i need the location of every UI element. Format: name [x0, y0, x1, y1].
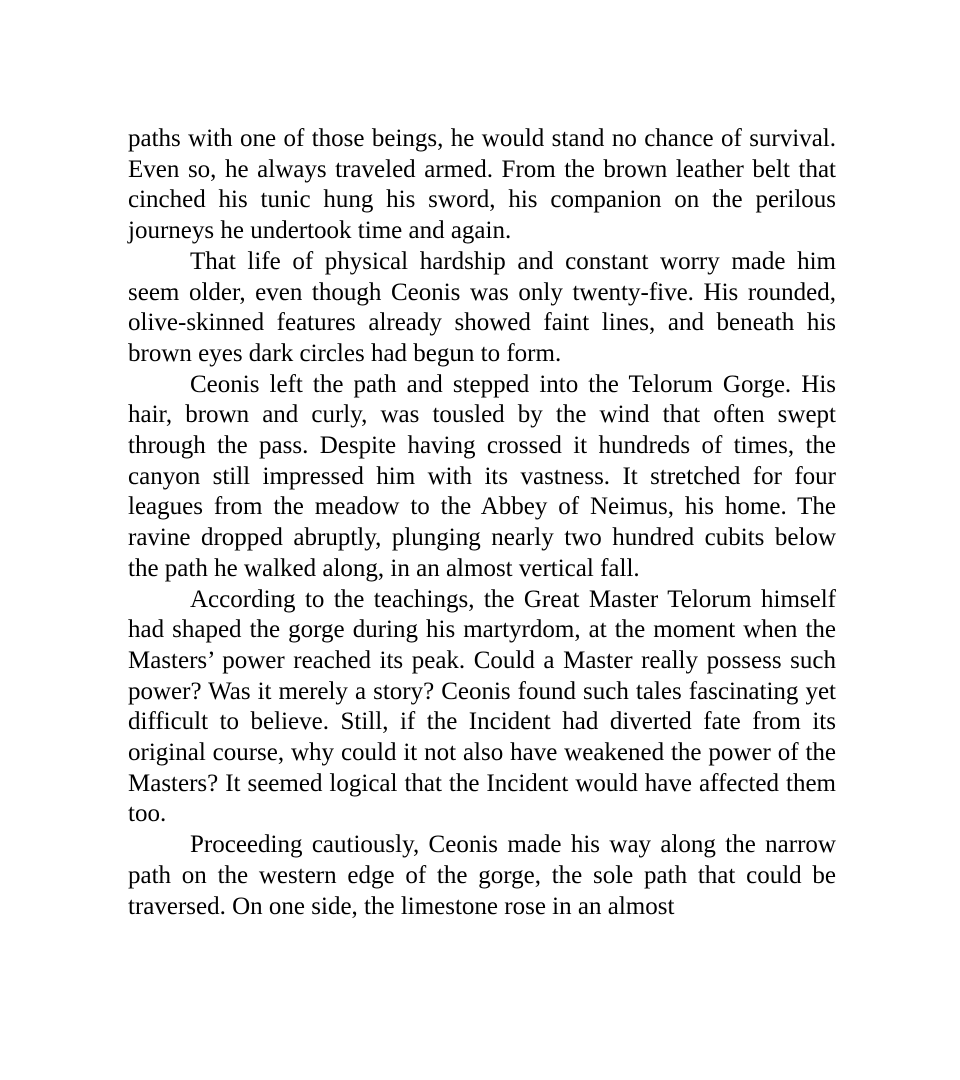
document-page	[128, 124, 836, 922]
paragraph-1: paths with one of those beings, he would stand no chance of survival. Even so, he always traveled armed. From the brown leather belt that cinched his tunic hung his sword, his companion on the perilous journeys he undertook time and again.	[128, 125, 836, 245]
paragraph-5: Proceeding cautiously, Ceonis made his way along the narrow path on the western edge of the gorge, the sole path that could be traversed. On one side, the limestone rose in an almost	[128, 831, 836, 920]
paragraph-2: That life of physical hardship and constant worry made him seem older, even though Ceonis was only twenty-five. His rounded, olive-skinned features already showed faint lines, and beneath his brown eyes dark circles had begun to form.	[128, 247, 836, 367]
paragraph-4: According to the teachings, the Great Master Telorum himself had shaped the gorge during his martyrdom, at the moment when the Masters’ power reached its peak. Could a Master really possess such power? Was it merely a story? Ceonis found such tales fascinating yet difficult to believe. Still, if the Incident had diverted fate from its original course, why could it not also have weakened the power of the Masters? It seemed logical that the Incident would have affected them too.	[128, 585, 836, 828]
paragraph-3: Ceonis left the path and stepped into the Telorum Gorge. His hair, brown and curly, was tousled by the wind that often swept through the pass. Despite having crossed it hundreds of times, the canyon still impressed him with its vastness. It stretched for four leagues from the meadow to the Abbey of Neimus, his home. The ravine dropped abruptly, plunging nearly two hundred cubits below the path he walked along, in an almost vertical fall.	[128, 370, 836, 582]
